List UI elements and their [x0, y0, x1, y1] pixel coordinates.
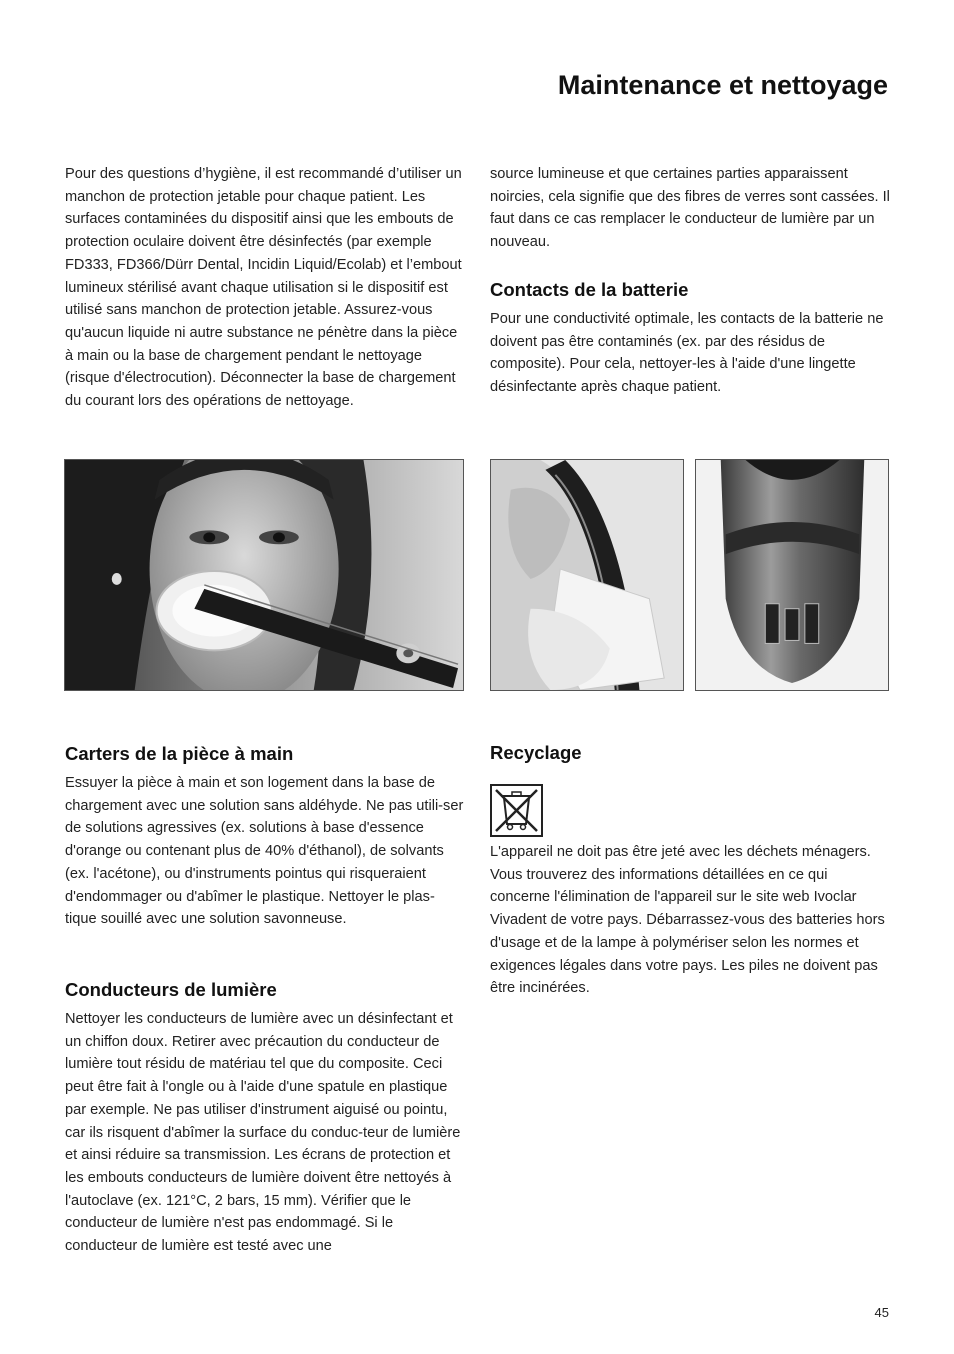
continuation-paragraph: source lumineuse et que certaines parties apparaissent noircies, cela signifie que des fibres de verres sont cassées. Il faut dans ce cas remplacer le conducteur de lumière par un nouveau.	[490, 166, 890, 251]
battery-contacts-photo	[695, 459, 889, 691]
light-guides-paragraph: Nettoyer les conducteurs de lumière avec un désinfectant et un chiffon doux. Retirer avec précaution du conducteur de lumière tout résidu de matériau tel que du composite. Ceci peut être fait à l'ongle ou à l'aide d'une spatule en plastique par exemple. Ne pas utiliser d'instrument aiguisé ou pointu, car ils risquent d'abîmer la surface du conduc-teur de lumière et ainsi réduire sa transmission. Les écrans de protection et les embouts conducteurs de lumière doivent être nettoyés à l'autoclave (ex. 121°C, 2 bars, 15 mm). Vérifier que le conducteur de lumière n'est pas endommagé. Si le conducteur de lumière est testé avec une	[65, 1011, 461, 1255]
battery-contacts-section	[490, 278, 890, 399]
battery-contacts-paragraph: Pour une conductivité optimale, les contacts de la batterie ne doivent pas être contaminés (ex. par des résidus de composite). Pour cela, nettoyer-les à l'aide d'une lingette désinfectante après chaque patient.	[490, 311, 884, 396]
recycling-text-section	[490, 841, 890, 1000]
patient-photo	[64, 459, 464, 691]
handpiece-housing-section	[65, 742, 465, 931]
handpiece-housing-paragraph: Essuyer la pièce à main et son logement dans la base de chargement avec une solution sans aldéhyde. Ne pas utili-ser de solutions agressives (ex. solutions à base d'essence d'orange ou contenant plus de 40% d'éthanol), de solvants (ex. l'acétone), ou d'instruments pointus qui risqueraient d'endommager ou d'abîmer le plastique. Nettoyer le plas-tique souillé avec une solution savonneuse.	[65, 775, 464, 928]
cleaning-photo	[490, 459, 684, 691]
continuation-section	[490, 163, 890, 254]
page-title: Maintenance et nettoyage	[557, 70, 888, 100]
recycling-paragraph: L'appareil ne doit pas être jeté avec les déchets ménagers. Vous trouverez des informations détaillées en ce qui concerne l'élimination de l'appareil sur le site web Ivoclar Vivadent de votre pays. Débarrassez-vous des batteries hors d'usage et de la lampe à polymériser selon les normes et exigences légales dans votre pays. Les piles ne doivent pas être incinérées.	[490, 844, 885, 997]
crossed-out-bin-icon	[490, 784, 543, 837]
recycling-section	[490, 741, 890, 765]
light-guides-heading: Conducteurs de lumière	[65, 979, 277, 1000]
recycling-heading: Recyclage	[490, 742, 582, 763]
intro-paragraph: Pour des questions d’hygiène, il est recommandé d’utiliser un manchon de protection jetable pour chaque patient. Les surfaces contaminées du dispositif ainsi que les embouts de protection oculaire doivent être désinfectés (par exemple FD333, FD366/Dürr Dental, Incidin Liquid/Ecolab) et l’embout lumineux stérilisé avant chaque utilisation si le dispositif est utilisé sans manchon de protection jetable. Assurez-vous qu'aucun liquide ni autre substance ne pénètre dans la pièce à main ou la base de chargement pendant le nettoyage (risque d'électrocution). Déconnecter la base de chargement du courant lors des opérations de nettoyage.	[65, 166, 462, 410]
battery-contacts-heading: Contacts de la batterie	[490, 279, 689, 300]
light-guides-section	[65, 978, 465, 1258]
intro-section	[65, 163, 465, 413]
handpiece-housing-heading: Carters de la pièce à main	[65, 743, 294, 764]
page-number: 45	[874, 1305, 889, 1320]
